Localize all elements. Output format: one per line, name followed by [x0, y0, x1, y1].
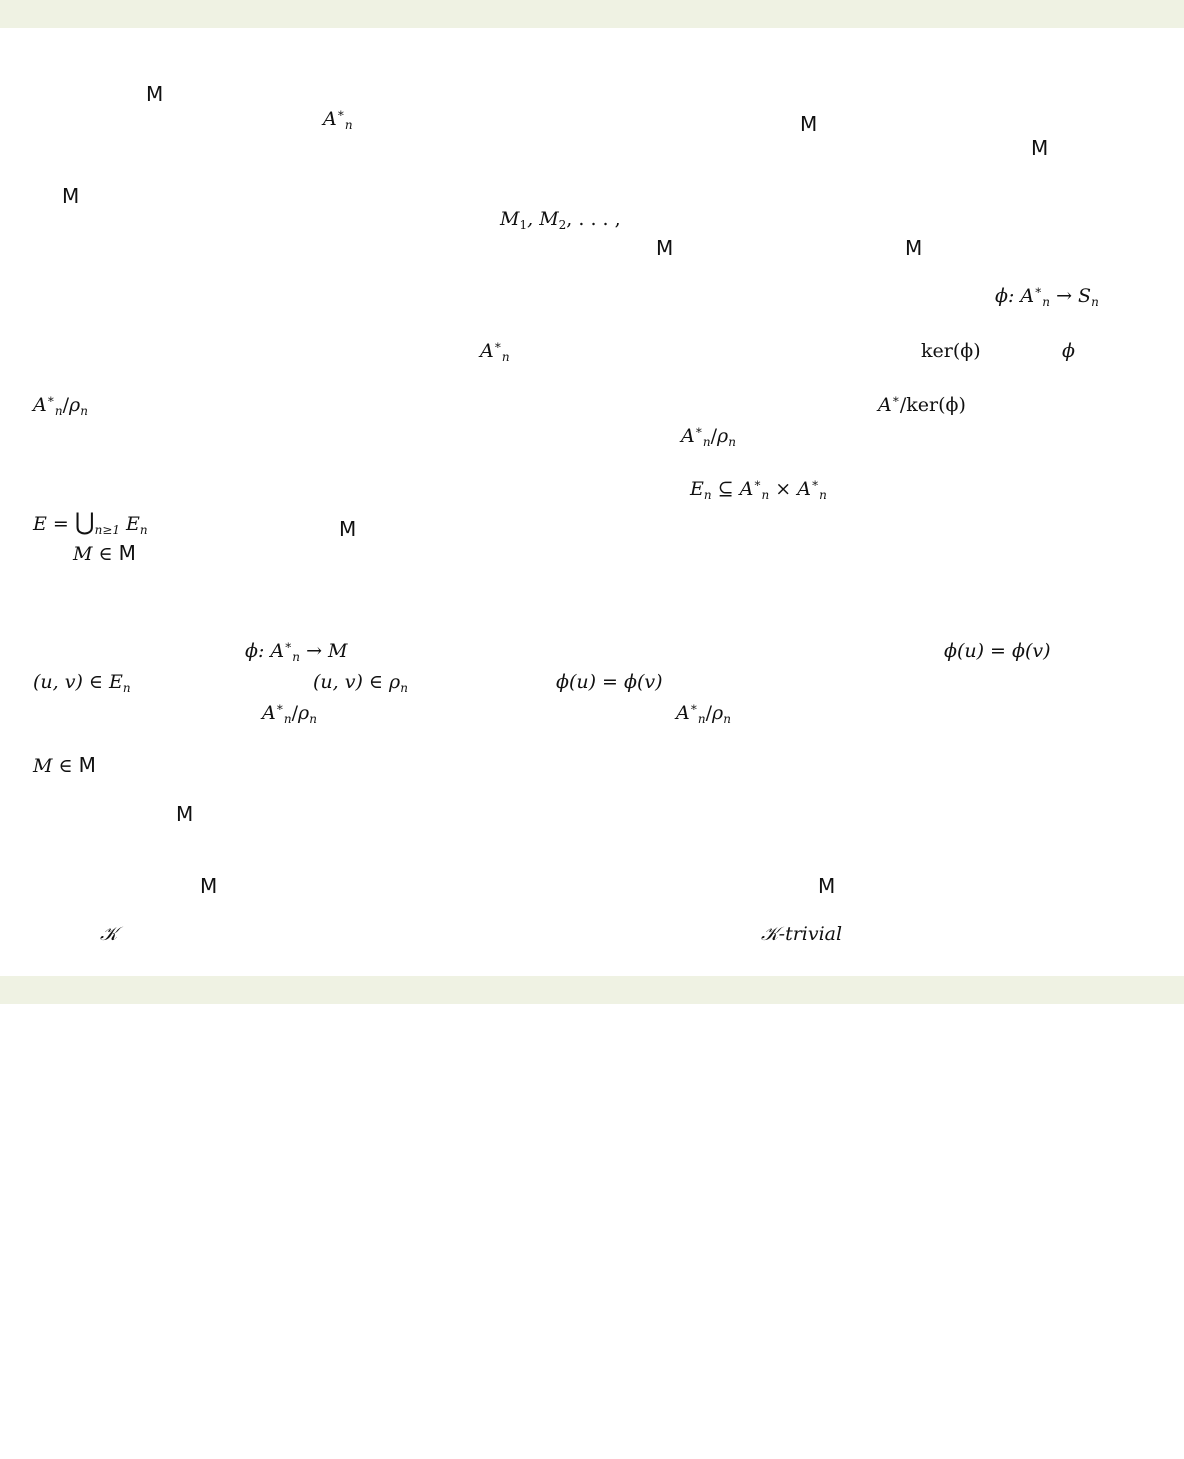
bold-M-symbol: M	[818, 874, 836, 898]
M-in-class-M: M ∈ M	[73, 541, 136, 565]
ker-phi-symbol: ker(ϕ)	[921, 340, 981, 362]
bold-M-symbol: M	[656, 236, 674, 260]
phi-map-to-Sn: ϕ: $A^∗_n \to S_n$	[995, 283, 1099, 309]
A-n-star-mod-rho-n: $A^∗_n/\rho_n$	[676, 700, 731, 726]
bold-M-symbol: M	[62, 184, 80, 208]
bold-M-symbol: M	[200, 874, 218, 898]
A-n-star-symbol: $A^∗_n$	[480, 338, 510, 364]
E-union-definition: $E = ⋃_{n\ge 1}$ $E_n$	[33, 508, 148, 537]
A-star-mod-ker-phi: A∗/ker(ϕ)	[878, 392, 966, 416]
uv-in-rho-n: (u, v) ∈ $\rho_n$	[313, 671, 408, 695]
A-n-star-mod-rho-n: $A^∗_n/\rho_n$	[681, 423, 736, 449]
phi-symbol: ϕ	[1062, 340, 1075, 362]
K-trivial-term: 𝒦-trivial	[761, 923, 843, 945]
M-in-class-M: M ∈ M	[33, 753, 96, 777]
phi-map-to-M: ϕ: $A^∗_n \to M$	[245, 638, 348, 664]
phi-u-equals-phi-v: ϕ(u) = ϕ(v)	[556, 671, 663, 693]
bold-M-symbol: M	[800, 112, 818, 136]
K-symbol: 𝒦	[100, 923, 118, 945]
phi-u-equals-phi-v: ϕ(u) = ϕ(v)	[944, 640, 1051, 662]
A-n-star-mod-rho-n: $A^∗_n/\rho_n$	[262, 700, 317, 726]
bold-M-symbol: M	[1031, 136, 1049, 160]
bottom-band	[0, 976, 1184, 1004]
A-n-star-mod-rho-n: $A^∗_n/\rho_n$	[33, 392, 88, 418]
bold-M-symbol: M	[905, 236, 923, 260]
bold-M-symbol: M	[146, 82, 164, 106]
E-n-subset-product: $E_n$ ⊆ $A^∗_n \times A^∗_n$	[690, 476, 827, 502]
monoid-sequence: $M_1$, $M_2$, . . . ,	[500, 208, 621, 232]
top-band	[0, 0, 1184, 28]
A-n-star-symbol: $A^∗_n$	[323, 106, 353, 132]
bold-M-symbol: M	[176, 802, 194, 826]
bold-M-symbol: M	[339, 517, 357, 541]
uv-in-E-n: (u, v) ∈ $E_n$	[33, 671, 131, 695]
